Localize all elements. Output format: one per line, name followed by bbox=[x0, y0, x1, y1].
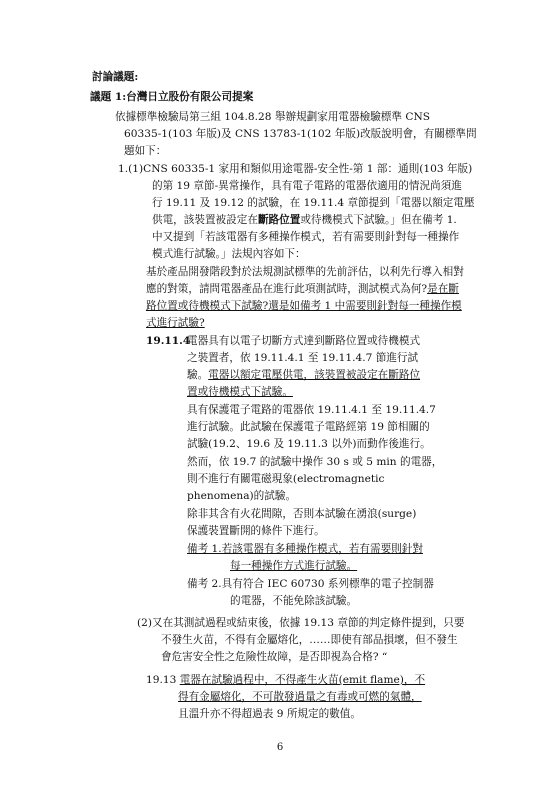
q1-para-line-4: 式進行試驗? bbox=[146, 317, 205, 329]
clause-para4-line-1: 除非其含有火花間隙，否則本試驗在湧浪(surge) bbox=[187, 508, 417, 520]
clause-line-3 bbox=[187, 368, 420, 383]
intro-line-2: 60335-1(103 年版)及 CNS 13783-1(102 年版)改版說明會，有關標準問 bbox=[124, 128, 477, 140]
q2-line-1: (2)又在其測試過程或結束後，依據 19.13 章節的判定條件提到，只要 bbox=[137, 617, 465, 629]
note-2-line-1: 備考 2.具有符合 IEC 60730 系列標準的電子控制器 bbox=[187, 578, 434, 590]
clause-para4-line-2: 保護裝置斷開的條件下進行。 bbox=[187, 525, 325, 537]
q1-line-2: 的第 19 章節-異常操作，具有電子電路的電器依適用的情況尚須進 bbox=[152, 180, 462, 192]
clause-line-3-underlined: 電器以額定電壓供電，該裝置被設定在斷路位 bbox=[208, 369, 421, 381]
q1-line-6: 模式進行試驗。」法規內容如下： bbox=[152, 248, 306, 260]
subject-title bbox=[90, 90, 253, 105]
clause-number: 19.11.4 bbox=[146, 335, 191, 347]
subject-label: 議題 1: bbox=[90, 91, 127, 103]
q1-para-line-3: 路位置或待機模式下試驗?還是如備考 1 中需要則針對每一種操作模 bbox=[146, 300, 462, 312]
subject-company: 台灣日立股份有限公司提案 bbox=[126, 91, 254, 103]
clause-line-1: 電器具有以電子切斷方式達到斷路位置或待機模式 bbox=[187, 335, 421, 347]
intro-line-1: 依據標準檢驗局第三組 104.8.28 舉辦規劃家用電器檢驗標準 CNS bbox=[115, 111, 430, 123]
clause-para3-line-3: phenomena)的試驗。 bbox=[187, 490, 297, 502]
clause2-line-3: 且溫升亦不得超過表 9 所規定的數值。 bbox=[178, 708, 361, 720]
q1-line-4-c: 或待機模式下試驗。」但在備考 1. bbox=[300, 214, 457, 226]
clause-para2-line-2: 進行試驗。此試驗在保護電子電路經第 19 節相關的 bbox=[187, 421, 430, 433]
clause-line-2: 之裝置者，依 19.11.4.1 至 19.11.4.7 節進行試 bbox=[187, 352, 419, 364]
q1-line-4-bold: 斷路位置 bbox=[257, 214, 301, 226]
clause-line-3-a: 驗。 bbox=[187, 369, 209, 381]
note-1-line-2: 每一種操作方式進行試驗。 bbox=[230, 560, 358, 572]
clause-para2-line-3: 試驗(19.2、19.6 及 19.11.3 以外)而動作後進行。 bbox=[187, 438, 431, 450]
q1-line-1: 1.(1)CNS 60335-1 家用和類似用途電器-安全性-第 1 部：通則(103 年版) bbox=[118, 163, 473, 175]
note-1-line-1: 備考 1.若該電器有多種操作模式，若有需要則針對 bbox=[187, 543, 423, 555]
q1-line-5: 中又提到「若該電器有多種操作模式，若有需要則針對每一種操作 bbox=[152, 231, 460, 243]
clause-para3-line-1: 然而，依 19.7 的試驗中操作 30 s 或 5 min 的電器， bbox=[187, 456, 443, 468]
note-2-line-2: 的電器，不能免除該試驗。 bbox=[230, 595, 358, 607]
q2-line-3: 會危害安全性之危險性故障，是否即視為合格? “ bbox=[161, 651, 388, 663]
page-number: 6 bbox=[276, 742, 284, 753]
clause2-line-1 bbox=[146, 673, 425, 688]
q1-para-line-2-underlined: 是在斷 bbox=[427, 283, 459, 295]
intro-line-3: 題如下： bbox=[124, 145, 167, 157]
clause2-line-2: 得有金屬熔化，不可散發過量之有毒或可燃的氣體， bbox=[178, 691, 422, 703]
q2-line-2: 不發生火苗，不得有金屬熔化，……即使有部品損壞，但不發生 bbox=[161, 634, 458, 646]
q1-line-3: 行 19.11 及 19.12 的試驗，在 19.11.4 章節提到「電器以額定電壓 bbox=[152, 197, 475, 209]
q1-para-line-2-a: 應的對策，請問電器產品在進行此項測試時，測試模式為何? bbox=[146, 283, 428, 295]
q1-line-4 bbox=[152, 213, 457, 228]
clause-line-4: 置或待機模式下試驗。 bbox=[187, 386, 293, 398]
discussion-heading: 討論議題: bbox=[92, 71, 139, 83]
clause-para3-line-2: 則不進行有關電磁現象(electromagnetic bbox=[187, 473, 385, 485]
q1-line-4-a: 供電，該裝置被設定在 bbox=[152, 214, 258, 226]
q1-para-line-1: 基於產品開發階段對於法規測試標準的先前評估，以利先行導入相對 bbox=[146, 266, 464, 278]
clause2-line-1-underlined: 電器在試驗過程中，不得產生火苗(emit flame)，不 bbox=[179, 674, 426, 686]
clause2-number: 19.13 bbox=[146, 674, 180, 686]
clause-para2-line-1: 具有保護電子電路的電器依 19.11.4.1 至 19.11.4.7 bbox=[187, 404, 436, 416]
q1-para-line-2 bbox=[146, 282, 459, 297]
